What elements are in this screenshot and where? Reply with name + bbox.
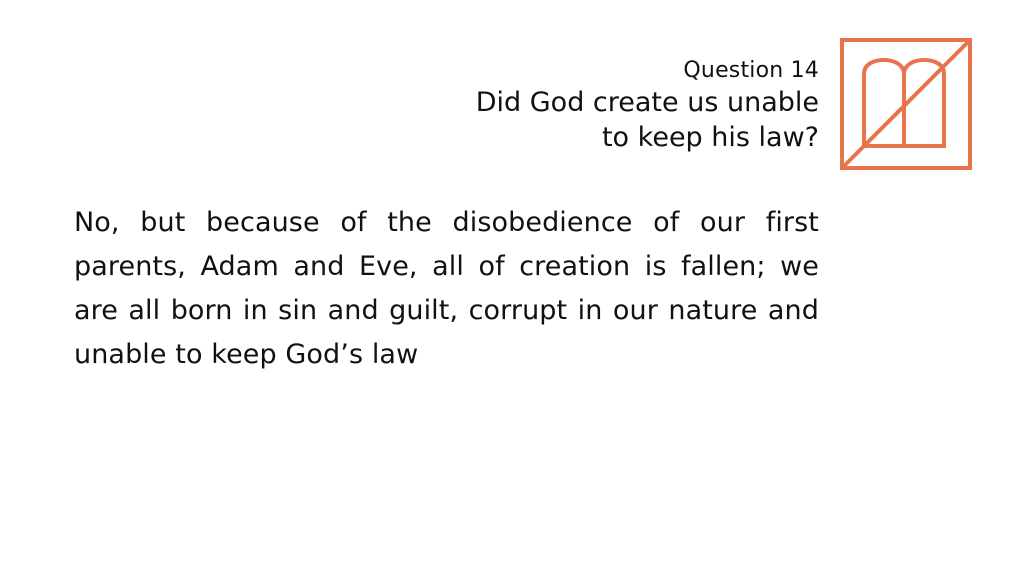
question-text [219, 85, 819, 155]
question-line-2: to keep his law? [601, 122, 819, 153]
answer-text: No, but because of the disobedience of our first parents, Adam and Eve, all of creation is fallen; we are all born in sin and guilt, corrupt in our nature and unable to keep God’s law [74, 207, 819, 370]
question-header [219, 58, 819, 155]
question-number: Question 14 [683, 58, 819, 83]
question-line-1: Did God create us unable [475, 87, 819, 118]
crossed-out-book-icon [840, 38, 972, 170]
